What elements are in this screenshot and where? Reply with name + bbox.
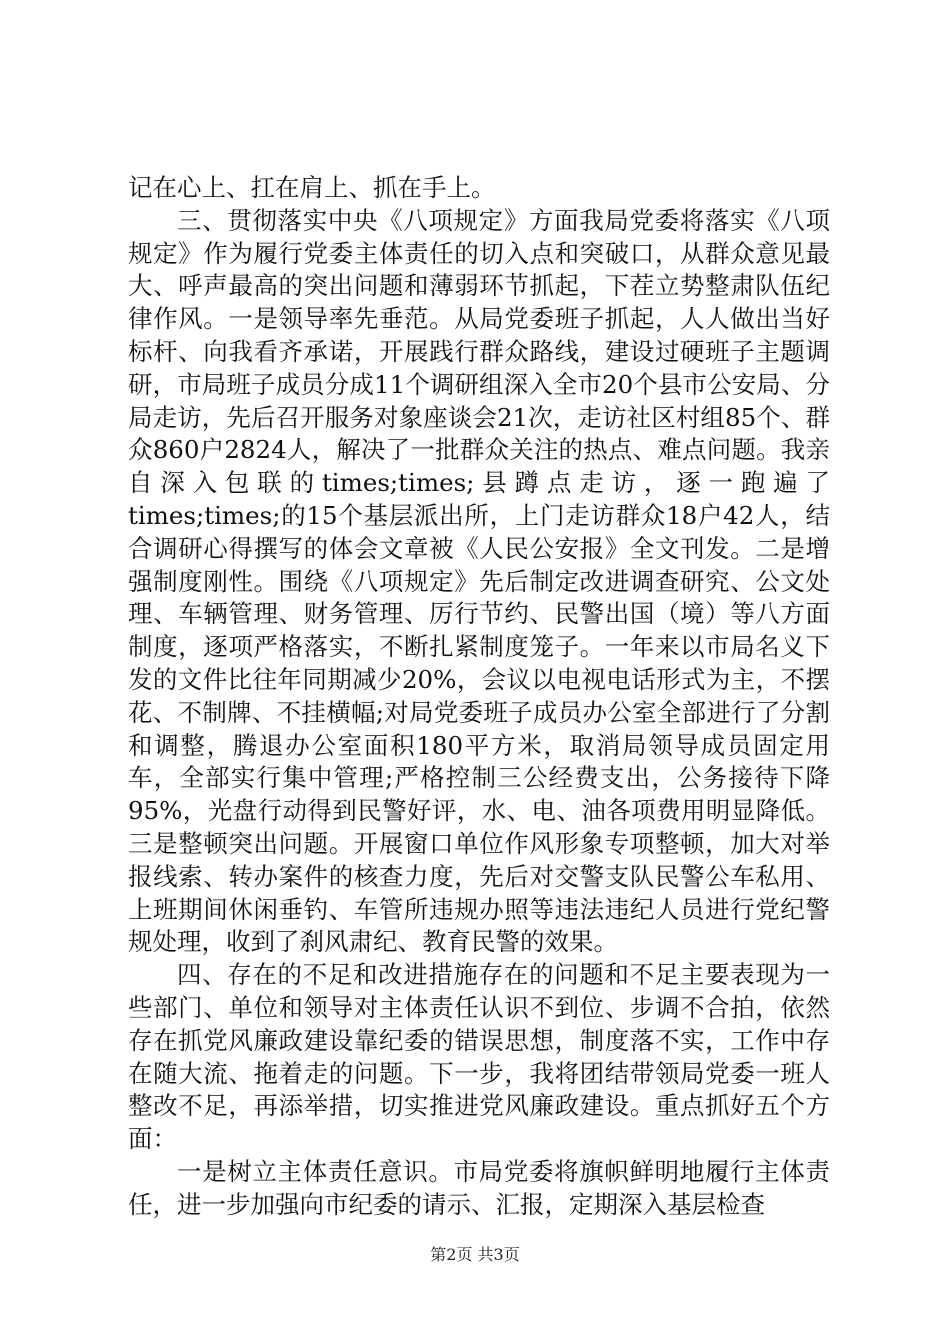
paragraph-section-four: 四、存在的不足和改进措施存在的问题和不足主要表现为一些部门、单位和领导对主体责任认识不到位、步调不合拍，依然存在抓党风廉政建设靠纪委的错误思想，制度落不实，工作中存在随大流、拖着走的问题。下一步，我将团结带领局党委一班人整改不足，再添举措，切实推进党风廉政建设。重点抓好五个方面： [128, 960, 830, 1154]
paragraph-measure-one: 一是树立主体责任意识。市局党委将旗帜鲜明地履行主体责任，进一步加强向市纪委的请示、汇报，定期深入基层检查 [128, 1156, 830, 1219]
paragraph-section-three: 三、贯彻落实中央《八项规定》方面我局党委将落实《八项规定》作为履行党委主体责任的切入点和突破口，从群众意见最大、呼声最高的突出问题和薄弱环节抓起，下茬立势整肃队伍纪律作风。一是领导率先垂范。从局党委班子抓起，人人做出当好标杆、向我看齐承诺，开展践行群众路线，建设过硬班子主题调研，市局班子成员分成11个调研组深入全市20个县市公安局、分局走访，先后召开服务对象座谈会21次，走访社区村组85个、群众860户2824人，解决了一批群众关注的热点、难点问题。我亲自深入包联的times;times;县蹲点走访，逐一跑遍了times;times;的15个基层派出所，上门走访群众18户42人，结合调研心得撰写的体会文章被《人民公安报》全文刊发。二是增强制度刚性。围绕《八项规定》先后制定改进调查研究、公文处理、车辆管理、财务管理、厉行节约、民警出国（境）等八方面制度，逐项严格落实，不断扎紧制度笼子。一年来以市局名义下发的文件比往年同期减少20%，会议以电视电话形式为主，不摆花、不制牌、不挂横幅;对局党委班子成员办公室全部进行了分割和调整，腾退办公室面积180平方米，取消局领导成员固定用车，全部实行集中管理;严格控制三公经费支出，公务接待下降95%，光盘行动得到民警好评，水、电、油各项费用明显降低。三是整顿突出问题。开展窗口单位作风形象专项整顿，加大对举报线索、转办案件的核查力度，先后对交警支队民警公车私用、上班期间休闲垂钓、车管所违规办照等违法违纪人员进行党纪警规处理，收到了刹风肃纪、教育民警的效果。 [128, 205, 830, 957]
document-body [128, 172, 830, 1222]
paragraph-continuation: 记在心上、扛在肩上、抓在手上。 [128, 173, 496, 202]
page-number: 第2页 共3页 [430, 1245, 520, 1264]
